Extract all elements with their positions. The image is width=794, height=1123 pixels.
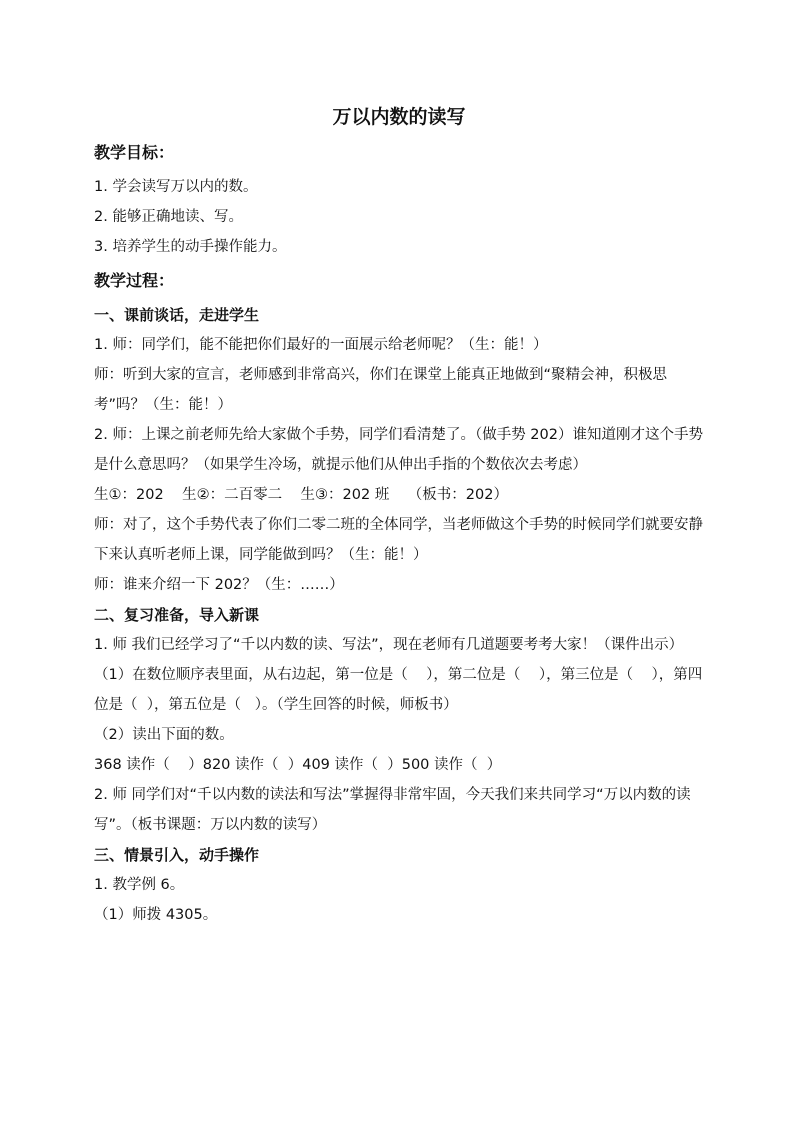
- document-page: [94, 100, 704, 930]
- goal-item-2: 2. 能够正确地读、写。: [94, 209, 243, 225]
- document-title: 万以内数的读写: [332, 106, 466, 128]
- paragraph: 2. 师 同学们对“千以内数的读法和写法”掌握得非常牢固，今天我们来共同学习“万以内数的读写”。（板书课题：万以内数的读写）: [94, 787, 691, 833]
- goal-item-1: 1. 学会读写万以内的数。: [94, 179, 258, 195]
- paragraph: 师：听到大家的宣言，老师感到非常高兴，你们在课堂上能真正地做到“聚精会神，积极思考”吗？（生：能！）: [94, 367, 668, 413]
- heading-teaching-process: 教学过程：: [94, 271, 175, 290]
- paragraph: 368 读作（ ）820 读作（ ）409 读作（ ）500 读作（ ）: [94, 757, 502, 773]
- paragraph: （1）师拨 4305。: [94, 907, 218, 923]
- goal-item-3: 3. 培养学生的动手操作能力。: [94, 239, 287, 255]
- heading-teaching-goals: 教学目标：: [94, 143, 175, 162]
- section-heading-2: 二、复习准备，导入新课: [94, 606, 260, 624]
- section-heading-3: 三、情景引入，动手操作: [94, 846, 260, 864]
- paragraph: 2. 师：上课之前老师先给大家做个手势，同学们看清楚了。（做手势 202）谁知道刚才这个手势是什么意思吗？（如果学生冷场，就提示他们从伸出手指的个数依次去考虑）: [94, 427, 703, 473]
- paragraph: 1. 师 我们已经学习了“千以内数的读、写法”，现在老师有几道题要考考大家！（课件出示）: [94, 637, 684, 653]
- paragraph: 师：谁来介绍一下 202？（生：……）: [94, 577, 344, 593]
- paragraph: 1. 师：同学们，能不能把你们最好的一面展示给老师呢？（生：能！）: [94, 337, 548, 353]
- paragraph: （1）在数位顺序表里面，从右边起，第一位是（ ），第二位是（ ），第三位是（ ），第四位是（ ），第五位是（ ）。（学生回答的时候，师板书）: [94, 667, 703, 713]
- paragraph: （2）读出下面的数。: [94, 727, 234, 743]
- paragraph: 师：对了，这个手势代表了你们二零二班的全体同学，当老师做这个手势的时候同学们就要安静下来认真听老师上课，同学能做到吗？（生：能！）: [94, 517, 703, 563]
- paragraph: 生①：202 生②：二百零二 生③：202 班 （板书：202）: [94, 487, 508, 503]
- section-heading-1: 一、课前谈话，走进学生: [94, 306, 260, 324]
- paragraph: 1. 教学例 6。: [94, 877, 185, 893]
